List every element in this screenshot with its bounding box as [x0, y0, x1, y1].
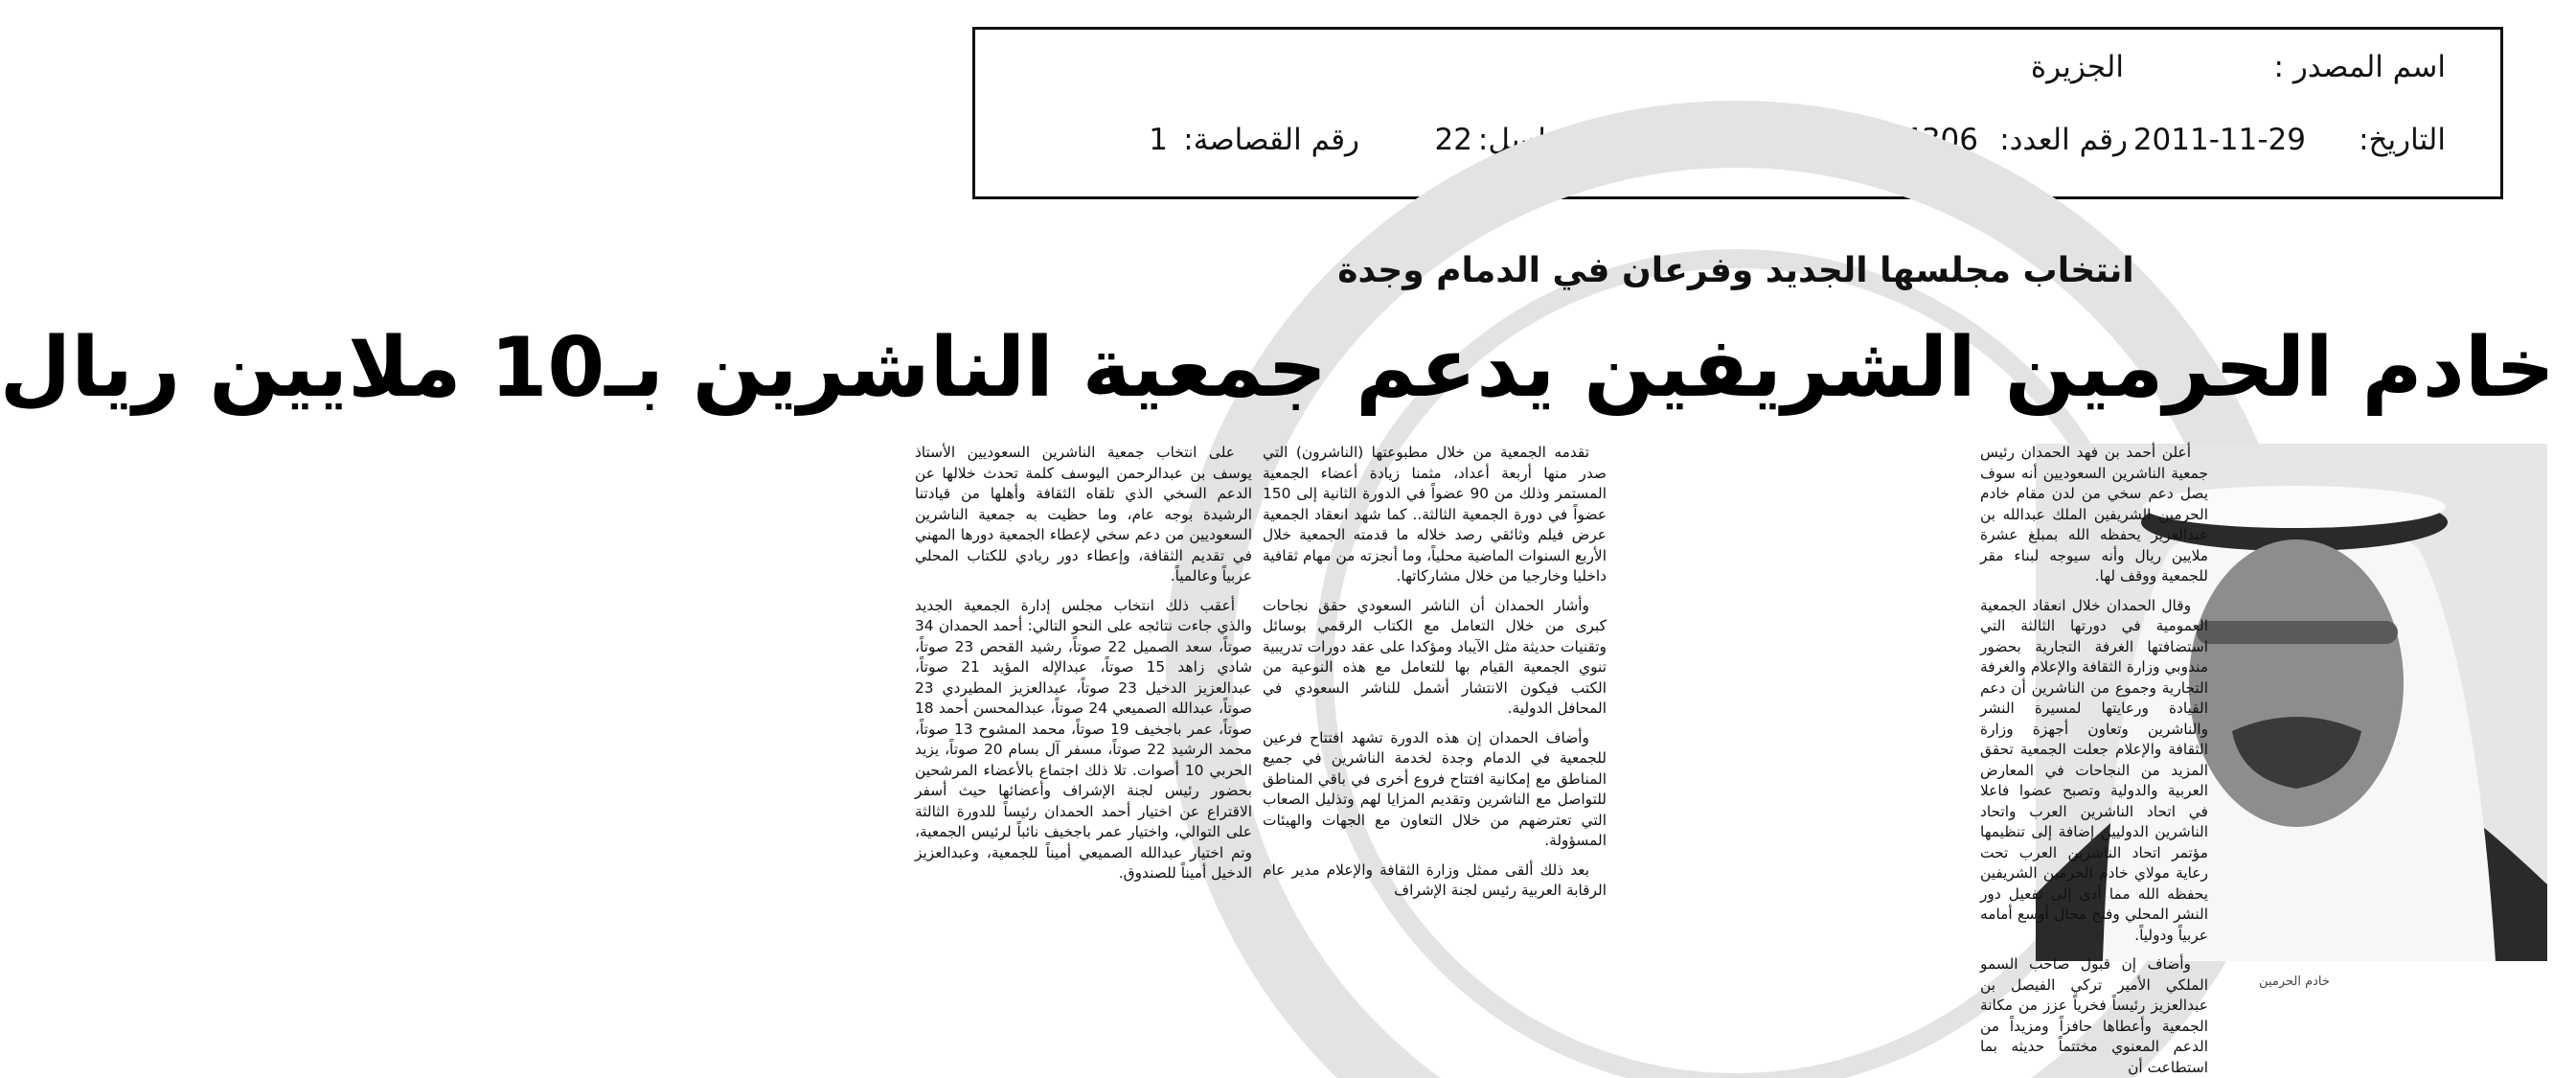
clip-label: رقم القصاصة:	[1183, 123, 1359, 157]
page-value: 5	[1649, 123, 1668, 157]
article-kicker: انتخاب مجلسها الجديد وفرعان في الدمام وجدة	[1337, 251, 2134, 290]
article-paragraph: وقال الحمدان خلال انعقاد الجمعية العمومية في دورتها الثالثة التي استضافتها الغرفة التجارية بحضور مندوبي وزارة الثقافة والإعلام والغرفة التجارية وجموع من الناشرين أن دعم القيادة ورعايتها لمسيرة النشر والناشرين وتعاون أجهزة وزارة الثقافة والإعلام جعلت الجمعية تحقق المزيد من النجاحات في المعارض العربية والدولية وتصبح عضوا فاعلا في اتحاد الناشرين العرب واتحاد الناشرين الدوليين إضافة إلى تنظيمها مؤتمر اتحاد الناشرين العرب تحت رعاية مولاي خادم الحرمين الشريفين يحفظه الله مما أدى إلى تفعيل دور النشر المحلي وفتح مجال أوسع أمامه عربياً ودولياً.	[1980, 596, 2208, 944]
clip-value: 1	[1149, 123, 1168, 157]
issue-label: رقم العدد:	[1999, 123, 2128, 157]
issue-value: 14306	[1883, 123, 1978, 157]
article-headline: خادم الحرمين الشريفين يدعم جمعية الناشرين بـ10 ملايين ريال	[0, 320, 2555, 416]
article-column-2	[1263, 443, 1607, 994]
article-column-1	[1980, 443, 2208, 1076]
article-paragraph: وأشار الحمدان أن الناشر السعودي حقق نجاحات كبرى من خلال التعامل مع الكتاب الرقمي بوسائل وتقنيات حديثة مثل الآيباد ومؤكدا على عقد دورات تدريبية تنوي الجمعية القيام بها للتعامل مع هذه النوعية من الكتب فيكون الانتشار أشمل للناشر السعودي في المحافل الدولية.	[1263, 596, 1607, 717]
serial-label: مسلسل:	[1477, 123, 1589, 157]
source-value: الجزيرة	[2030, 50, 2124, 84]
page-label: رقم الصفحة:	[1679, 123, 1840, 157]
date-label: التاريخ:	[2359, 123, 2446, 157]
article-paragraph: وأضاف الحمدان إن هذه الدورة تشهد افتتاح فرعين للجمعية في الدمام وجدة لخدمة الناشرين في جميع المناطق مع إمكانية افتتاح فروع أخرى في باقي المناطق للتواصل مع الناشرين وتقديم المزايا لهم وتذليل الصعاب التي تعترضهم من خلال التعاون مع الجهات والهيئات المسؤولة.	[1263, 728, 1607, 849]
date-value: 2011-11-29	[2132, 123, 2306, 157]
article-column-3	[915, 443, 1252, 994]
article-paragraph: أعلن أحمد بن فهد الحمدان رئيس جمعية الناشرين السعوديين أنه سوف يصل دعم سخي من لدن مقام خادم الحرمين الشريفين الملك عبدالله بن عبدالعزيز يحفظه الله بمبلغ عشرة ملايين ريال وأنه سيوجه لبناء مقر للجمعية ووقف لها.	[1980, 444, 2208, 585]
article-paragraph: تقدمه الجمعية من خلال مطبوعتها (الناشرون) التي صدر منها أربعة أعداد، مثمنا زيادة أعضاء الجمعية المستمر وذلك من 90 عضواً في الدورة الثانية إلى 150 عضواً في دورة الجمعية الثالثة.. كما شهد انعقاد الجمعية عرض فيلم وثائقي رصد خلاله ما قدمته الجمعية خلال الأربع السنوات الماضية محلياً، وما أنجزته من مهام ثقافية داخليا وخارجيا من خلال مشاركاتها.	[1263, 444, 1607, 585]
photo-caption: خادم الحرمين	[2259, 975, 2330, 989]
article-paragraph: بعد ذلك ألقى ممثل وزارة الثقافة والإعلام مدير عام الرقابة العربية رئيس لجنة الإشراف	[1263, 860, 1607, 899]
article-paragraph: على انتخاب جمعية الناشرين السعوديين الأستاذ يوسف بن عبدالرحمن اليوسف كلمة تحدث خلالها عن الدعم السخي الذي تلقاه الثقافة وأهلها من قيادتنا الرشيدة بوجه عام، وما حظيت به جمعية الناشرين السعوديين من دعم سخي لإعطاء الجمعية دورها المهني في تقديم الثقافة، وإعطاء دور ريادي للكتاب المحلي عربياً وعالمياً.	[915, 444, 1252, 585]
serial-value: 22	[1434, 123, 1472, 157]
article-paragraph: وأضاف إن قبول صاحب السمو الملكي الأمير تركي الفيصل بن عبدالعزيز رئيساً فخرياً عزز من مكانة الجمعية وأعطاها حافزاً ومزيداً من الدعم المعنوي مختتماً حديثه بما استطاعت أن	[1980, 955, 2208, 1076]
article-paragraph: أعقب ذلك انتخاب مجلس إدارة الجمعية الجديد والذي جاءت نتائجه على النحو التالي: أحمد الحمدان 34 صوتاً، سعد الصميل 22 صوتاً، رشيد القحص 23 صوتاً، شادي زاهد 15 صوتاً، عبدالإله المؤيد 21 صوتاً، عبدالعزيز الدخيل 23 صوتاً، عبدالعزيز المطيردي 23 صوتاً، عبدالله الصميعي 24 صوتاً، عبدالمحسن أحمد 18 صوتاً، عمر باجخيف 19 صوتاً، محمد المشوح 13 صوتاً، محمد الرشيد 22 صوتاً، مسفر آل بسام 20 صوتاً، يزيد الحربي 10 أصوات. تلا ذلك اجتماع بالأعضاء المرشحين بحضور رئيس لجنة الإشراف وأعضائها حيث أسفر الاقتراع عن اختيار أحمد الحمدان رئيساً للدورة الثالثة على التوالي، واختيار عمر باجخيف نائباً لرئيس الجمعية، وتم اختيار عبدالله الصميعي أميناً للجمعية، وعبدالعزيز الدخيل أميناً للصندوق.	[915, 596, 1252, 882]
source-label: اسم المصدر :	[2273, 50, 2446, 84]
